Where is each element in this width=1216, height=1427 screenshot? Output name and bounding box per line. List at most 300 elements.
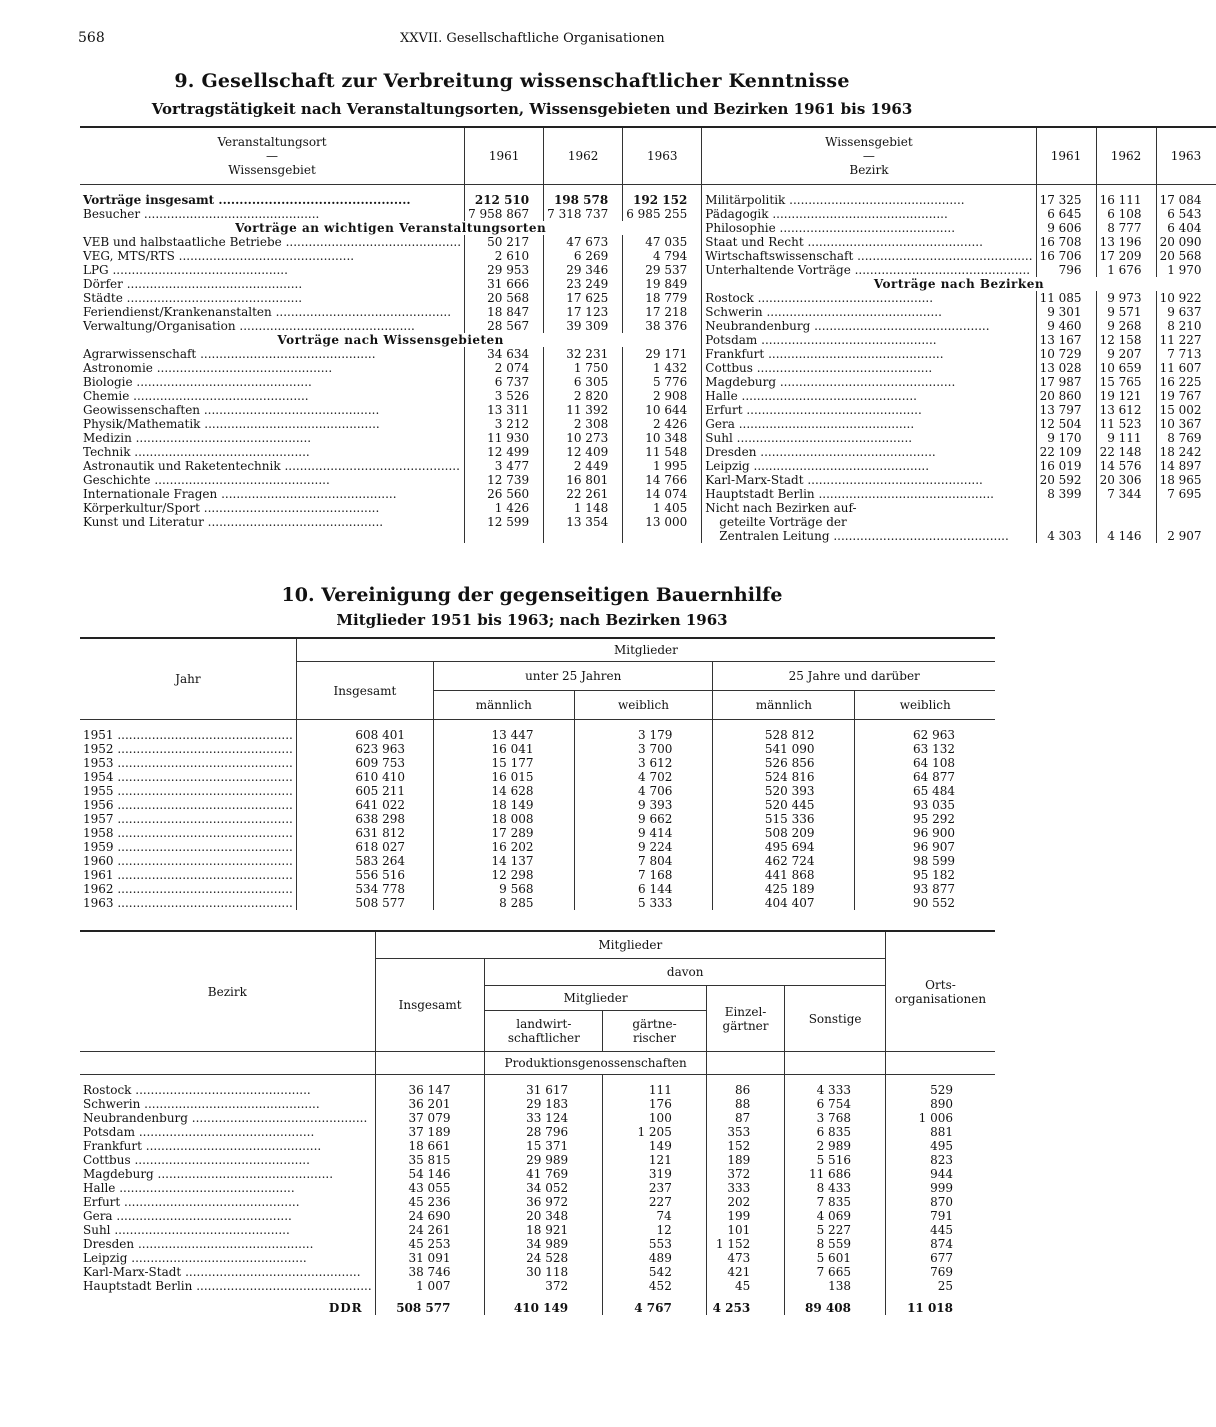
t9-cell: 17 084 bbox=[1156, 193, 1216, 207]
table-row bbox=[80, 1265, 995, 1279]
t10a-mitglieder-header: Mitglieder bbox=[296, 638, 995, 662]
t10a-unter25-header: unter 25 Jahren bbox=[434, 662, 713, 691]
t9-cell: 20 568 bbox=[465, 291, 544, 305]
t9-row-label-text: Nicht nach Bezirken auf- bbox=[705, 500, 857, 515]
t10a-year bbox=[80, 826, 296, 840]
t10a-cell: 9 662 bbox=[574, 812, 713, 826]
t10a-year bbox=[80, 784, 296, 798]
table-row bbox=[80, 431, 1216, 445]
t9-cell: 2 610 bbox=[465, 249, 544, 263]
t9-row-label bbox=[702, 445, 1036, 459]
t9-cell: 6 404 bbox=[1156, 221, 1216, 235]
t10b-cell: 769 bbox=[885, 1265, 995, 1279]
table-row bbox=[80, 812, 995, 826]
t9-cell: 22 261 bbox=[544, 487, 623, 501]
t10b-cell: 29 989 bbox=[485, 1153, 603, 1167]
t9-cell: 4 303 bbox=[1036, 529, 1096, 543]
table-row bbox=[80, 854, 995, 868]
t9-row-label bbox=[702, 193, 1036, 207]
t9-row-label bbox=[80, 277, 465, 291]
t10b-cell: 28 796 bbox=[485, 1125, 603, 1139]
t10b-bezirk bbox=[80, 1223, 375, 1237]
t9-cell: 18 847 bbox=[465, 305, 544, 319]
table-row bbox=[80, 826, 995, 840]
t9-cell: 18 965 bbox=[1156, 473, 1216, 487]
t9-cell: 13 797 bbox=[1036, 403, 1096, 417]
t10b-cell: 4 069 bbox=[785, 1209, 886, 1223]
t9-cell: 50 217 bbox=[465, 235, 544, 249]
t10a-cell: 7 804 bbox=[574, 854, 713, 868]
t10b-cell: 1 152 bbox=[706, 1237, 784, 1251]
t9-cell: 2 308 bbox=[544, 417, 623, 431]
t10a-cell: 13 447 bbox=[434, 728, 574, 742]
t9-cell: 10 348 bbox=[623, 431, 702, 445]
t10b-cell: 319 bbox=[603, 1167, 707, 1181]
t10a-cell: 14 137 bbox=[434, 854, 574, 868]
t9-cell: 192 152 bbox=[623, 193, 702, 207]
t9-cell: 47 673 bbox=[544, 235, 623, 249]
t10a-cell: 404 407 bbox=[713, 896, 855, 910]
t10a-cell: 623 963 bbox=[296, 742, 433, 756]
t9-row-label-text: Potsdam ..... bbox=[705, 333, 1032, 347]
t10a-cell: 631 812 bbox=[296, 826, 433, 840]
t10b-bezirk-text: Neubrandenburg ..... bbox=[83, 1111, 372, 1125]
t10a-year-text: 1962 ..... bbox=[83, 882, 293, 896]
t9-cell: 13 028 bbox=[1036, 361, 1096, 375]
t10a-cell: 7 168 bbox=[574, 868, 713, 882]
t10b-bezirk bbox=[80, 1111, 375, 1125]
t9-row-label-text: Halle ..... bbox=[705, 389, 1032, 403]
t10a-ueber25-header: 25 Jahre und darüber bbox=[713, 662, 995, 691]
t10a-cell: 526 856 bbox=[713, 756, 855, 770]
t10a-year-text: 1952 ..... bbox=[83, 742, 293, 756]
t10a-year bbox=[80, 868, 296, 882]
t9-cell: 18 242 bbox=[1156, 445, 1216, 459]
t9-row-label-text: Neubrandenburg ..... bbox=[705, 319, 1032, 333]
table-row bbox=[80, 1167, 995, 1181]
t10b-cell: 5 601 bbox=[785, 1251, 886, 1265]
t10b-einzel-header: Einzel- gärtner bbox=[706, 986, 784, 1052]
t9-row-label bbox=[702, 361, 1036, 375]
t10a-year bbox=[80, 812, 296, 826]
t9-row-label-text: Karl-Marx-Stadt ..... bbox=[705, 473, 1032, 487]
t9-cell: 22 109 bbox=[1036, 445, 1096, 459]
t9-row-label-text: Pädagogik ..... bbox=[705, 207, 1032, 221]
table9-title: 9. Gesellschaft zur Verbreitung wissenschaftlicher Kenntnisse bbox=[174, 70, 850, 92]
t9-cell: 13 167 bbox=[1036, 333, 1096, 347]
t9-row-label-text: VEB und halbstaatliche Betriebe ..... bbox=[83, 235, 461, 249]
t9-cell: 28 567 bbox=[465, 319, 544, 333]
t10b-cell: 4 333 bbox=[785, 1083, 886, 1097]
table-row bbox=[80, 487, 1216, 501]
table-row bbox=[80, 263, 1216, 277]
t10b-cell: 677 bbox=[885, 1251, 995, 1265]
page-number: 568 bbox=[78, 30, 105, 46]
t9-cell: 20 090 bbox=[1156, 235, 1216, 249]
t9-section-heading: Vorträge nach Wissensgebieten bbox=[277, 332, 504, 347]
t9-cell: 9 973 bbox=[1096, 291, 1156, 305]
table-row bbox=[80, 742, 995, 756]
t9-cell: 16 111 bbox=[1096, 193, 1156, 207]
t9-cell: 16 706 bbox=[1036, 249, 1096, 263]
t10a-cell: 18 149 bbox=[434, 798, 574, 812]
t10b-cell: 86 bbox=[706, 1083, 784, 1097]
t9-year-col: 1962 bbox=[1096, 127, 1156, 185]
t9-row-label-text: Magdeburg ..... bbox=[705, 375, 1032, 389]
t10b-cell: 43 055 bbox=[375, 1181, 485, 1195]
t9-cell: 14 576 bbox=[1096, 459, 1156, 473]
t9-row-label-text: Cottbus ..... bbox=[705, 361, 1032, 375]
t10a-cell: 63 132 bbox=[855, 742, 995, 756]
t10b-bezirk bbox=[80, 1195, 375, 1209]
t10b-cell: 33 124 bbox=[485, 1111, 603, 1125]
t9-cell: 47 035 bbox=[623, 235, 702, 249]
t10a-year bbox=[80, 896, 296, 910]
t10b-cell: 890 bbox=[885, 1097, 995, 1111]
t9-row-label bbox=[80, 235, 465, 249]
t10b-cell: 202 bbox=[706, 1195, 784, 1209]
t9-row-label bbox=[80, 249, 465, 263]
t9-cell: 8 777 bbox=[1096, 221, 1156, 235]
t10a-cell: 9 568 bbox=[434, 882, 574, 896]
t10b-cell: 421 bbox=[706, 1265, 784, 1279]
t10a-cell: 96 900 bbox=[855, 826, 995, 840]
t10a-cell: 93 035 bbox=[855, 798, 995, 812]
t10b-bezirk-text: Schwerin ..... bbox=[83, 1097, 372, 1111]
t9-cell: 1 750 bbox=[544, 361, 623, 375]
t10b-cell: 5 227 bbox=[785, 1223, 886, 1237]
t10a-cell: 425 189 bbox=[713, 882, 855, 896]
t9-row-label-text: Staat und Recht ..... bbox=[705, 235, 1032, 249]
t9-cell: 8 399 bbox=[1036, 487, 1096, 501]
t9-empty bbox=[465, 529, 544, 543]
table-row bbox=[80, 473, 1216, 487]
t10a-cell: 556 516 bbox=[296, 868, 433, 882]
t10b-bezirk-text: Gera ..... bbox=[83, 1209, 372, 1223]
t9-row-label bbox=[80, 515, 465, 529]
t9-cell: 7 958 867 bbox=[465, 207, 544, 221]
t10b-total-label: DDR bbox=[328, 1300, 363, 1315]
t9-cell: 16 708 bbox=[1036, 235, 1096, 249]
t9-cell: 11 930 bbox=[465, 431, 544, 445]
t9-row-label bbox=[80, 305, 465, 319]
t10a-cell: 608 401 bbox=[296, 728, 433, 742]
t9-row-label-text: VEG, MTS/RTS ..... bbox=[83, 249, 461, 263]
t10a-cell: 9 393 bbox=[574, 798, 713, 812]
t10b-cell: 445 bbox=[885, 1223, 995, 1237]
t10b-cell: 1 006 bbox=[885, 1111, 995, 1125]
table-row bbox=[80, 221, 1216, 235]
t10a-year-text: 1960 ..... bbox=[83, 854, 293, 868]
t9-cell: 11 392 bbox=[544, 403, 623, 417]
t9-cell: 22 148 bbox=[1096, 445, 1156, 459]
t9-cell bbox=[1156, 515, 1216, 529]
t9-cell: 12 504 bbox=[1036, 417, 1096, 431]
t9-cell: 6 305 bbox=[544, 375, 623, 389]
t10b-cell: 495 bbox=[885, 1139, 995, 1153]
t10b-cell: 791 bbox=[885, 1209, 995, 1223]
t10b-bezirk-text: Magdeburg ..... bbox=[83, 1167, 372, 1181]
t9-cell: 2 449 bbox=[544, 459, 623, 473]
t9-cell: 29 171 bbox=[623, 347, 702, 361]
t10b-bezirk-header: Bezirk bbox=[80, 931, 375, 1052]
t10b-bezirk-text: Hauptstadt Berlin ..... bbox=[83, 1279, 372, 1293]
t10a-year bbox=[80, 798, 296, 812]
table-row bbox=[80, 1111, 995, 1125]
t9-row-label-text: Internationale Fragen ..... bbox=[83, 487, 461, 501]
t9-right-stub-header: Wissensgebiet — Bezirk bbox=[702, 127, 1036, 185]
t10b-gaert-header: gärtne- rischer bbox=[603, 1011, 707, 1052]
table-row bbox=[80, 319, 1216, 333]
t10b-bezirk bbox=[80, 1153, 375, 1167]
t10a-year bbox=[80, 882, 296, 896]
table-row bbox=[80, 333, 1216, 347]
t9-cell bbox=[1036, 501, 1096, 515]
t10b-bezirk bbox=[80, 1167, 375, 1181]
t9-row-label bbox=[80, 319, 465, 333]
t9-row-label-text: Biologie ..... bbox=[83, 375, 461, 389]
t10b-bezirk-text: Potsdam ..... bbox=[83, 1125, 372, 1139]
t10a-cell: 3 179 bbox=[574, 728, 713, 742]
t10b-cell: 1 007 bbox=[375, 1279, 485, 1293]
t10b-bezirk bbox=[80, 1209, 375, 1223]
t9-cell: 9 606 bbox=[1036, 221, 1096, 235]
t9-row-label bbox=[702, 431, 1036, 445]
t9-cell: 12 599 bbox=[465, 515, 544, 529]
t9-cell: 20 568 bbox=[1156, 249, 1216, 263]
t10a-year-text: 1957 ..... bbox=[83, 812, 293, 826]
table-row bbox=[80, 515, 1216, 529]
t10a-cell: 8 285 bbox=[434, 896, 574, 910]
t9-row-label-text: Medizin ..... bbox=[83, 431, 461, 445]
t10b-cell: 31 617 bbox=[485, 1083, 603, 1097]
t10b-mitglieder-header: Mitglieder bbox=[375, 931, 885, 959]
t10a-jahr-header: Jahr bbox=[80, 638, 296, 720]
t10a-cell: 64 108 bbox=[855, 756, 995, 770]
table-row bbox=[80, 193, 1216, 207]
t9-cell: 3 212 bbox=[465, 417, 544, 431]
table-row bbox=[80, 1279, 995, 1293]
table-row bbox=[80, 389, 1216, 403]
t10b-cell: 237 bbox=[603, 1181, 707, 1195]
t9-cell: 1 970 bbox=[1156, 263, 1216, 277]
t9-row-label-text: Astronomie ..... bbox=[83, 361, 461, 375]
t9-cell: 26 560 bbox=[465, 487, 544, 501]
table-row bbox=[80, 1083, 995, 1097]
total-row bbox=[80, 1301, 995, 1315]
t10a-year-text: 1955 ..... bbox=[83, 784, 293, 798]
t10a-year bbox=[80, 742, 296, 756]
t10b-cell: 12 bbox=[603, 1223, 707, 1237]
t10b-cell: 34 052 bbox=[485, 1181, 603, 1195]
t9-row-label-text: geteilte Vorträge der bbox=[719, 514, 847, 529]
t10a-cell: 520 445 bbox=[713, 798, 855, 812]
t10b-cell: 176 bbox=[603, 1097, 707, 1111]
t10a-weiblich-header: weiblich bbox=[855, 691, 995, 720]
t10a-cell: 508 209 bbox=[713, 826, 855, 840]
t10b-cell: 121 bbox=[603, 1153, 707, 1167]
table-row bbox=[80, 784, 995, 798]
t10b-cell: 8 559 bbox=[785, 1237, 886, 1251]
t9-row-label bbox=[80, 501, 465, 515]
t9-cell: 9 170 bbox=[1036, 431, 1096, 445]
t10b-cell: 35 815 bbox=[375, 1153, 485, 1167]
t10b-cell: 874 bbox=[885, 1237, 995, 1251]
t10b-cell: 34 989 bbox=[485, 1237, 603, 1251]
t9-cell: 12 409 bbox=[544, 445, 623, 459]
table-row bbox=[80, 1097, 995, 1111]
t10b-bezirk-text: Leipzig ..... bbox=[83, 1251, 372, 1265]
t10b-total-cell: 4 767 bbox=[603, 1301, 707, 1315]
t9-empty bbox=[80, 529, 465, 543]
t10b-cell: 18 661 bbox=[375, 1139, 485, 1153]
t9-cell: 4 146 bbox=[1096, 529, 1156, 543]
table-row bbox=[80, 291, 1216, 305]
t9-row-label bbox=[80, 431, 465, 445]
t9-row-label-text: Vorträge insgesamt ..... bbox=[83, 193, 461, 207]
t10a-year-text: 1954 ..... bbox=[83, 770, 293, 784]
t9-cell: 17 987 bbox=[1036, 375, 1096, 389]
t10b-bezirk bbox=[80, 1139, 375, 1153]
t9-cell bbox=[1096, 501, 1156, 515]
t10a-cell: 441 868 bbox=[713, 868, 855, 882]
t9-row-label bbox=[80, 473, 465, 487]
t9-cell: 11 607 bbox=[1156, 361, 1216, 375]
table-row bbox=[80, 249, 1216, 263]
t9-year-col: 1962 bbox=[544, 127, 623, 185]
t9-cell: 6 108 bbox=[1096, 207, 1156, 221]
t9-row-label bbox=[702, 291, 1036, 305]
t9-cell: 13 354 bbox=[544, 515, 623, 529]
t10b-mitglieder2-header: Mitglieder bbox=[485, 986, 706, 1011]
t10a-cell: 638 298 bbox=[296, 812, 433, 826]
t9-row-label-text: Kunst und Literatur ..... bbox=[83, 515, 461, 529]
t10a-year bbox=[80, 756, 296, 770]
t10b-cell: 24 528 bbox=[485, 1251, 603, 1265]
t10b-cell: 5 516 bbox=[785, 1153, 886, 1167]
t10b-bezirk bbox=[80, 1265, 375, 1279]
t9-cell: 34 634 bbox=[465, 347, 544, 361]
t9-cell: 31 666 bbox=[465, 277, 544, 291]
t10a-cell: 462 724 bbox=[713, 854, 855, 868]
t10b-cell: 870 bbox=[885, 1195, 995, 1209]
t10a-cell: 18 008 bbox=[434, 812, 574, 826]
t9-row-label bbox=[702, 515, 1036, 529]
t9-cell: 8 210 bbox=[1156, 319, 1216, 333]
t10a-cell: 65 484 bbox=[855, 784, 995, 798]
t9-cell: 7 344 bbox=[1096, 487, 1156, 501]
t10b-cell: 36 147 bbox=[375, 1083, 485, 1097]
table-row bbox=[80, 235, 1216, 249]
t9-row-label bbox=[702, 249, 1036, 263]
table-row bbox=[80, 445, 1216, 459]
t9-row-label-text: Geowissenschaften ..... bbox=[83, 403, 461, 417]
t9-row-label bbox=[702, 375, 1036, 389]
t10b-total-cell: 508 577 bbox=[375, 1301, 485, 1315]
t9-cell: 16 225 bbox=[1156, 375, 1216, 389]
table-row bbox=[80, 868, 995, 882]
t10a-cell: 508 577 bbox=[296, 896, 433, 910]
t9-cell: 3 477 bbox=[465, 459, 544, 473]
t10b-cell: 37 079 bbox=[375, 1111, 485, 1125]
t9-cell bbox=[1036, 515, 1096, 529]
t10a-cell: 524 816 bbox=[713, 770, 855, 784]
table9 bbox=[80, 126, 1216, 543]
t10a-cell: 6 144 bbox=[574, 882, 713, 896]
t10b-cell: 24 690 bbox=[375, 1209, 485, 1223]
t9-cell: 1 432 bbox=[623, 361, 702, 375]
table-row bbox=[80, 305, 1216, 319]
t9-row-label-text: Militärpolitik ..... bbox=[705, 193, 1032, 207]
t10a-cell: 90 552 bbox=[855, 896, 995, 910]
t9-row-label-text: Unterhaltende Vorträge ..... bbox=[705, 263, 1032, 277]
t9-year-col: 1963 bbox=[1156, 127, 1216, 185]
t9-cell: 19 767 bbox=[1156, 389, 1216, 403]
t10a-year bbox=[80, 854, 296, 868]
t10b-cell: 41 769 bbox=[485, 1167, 603, 1181]
t9-row-label-text: Körperkultur/Sport ..... bbox=[83, 501, 461, 515]
t9-row-label bbox=[80, 417, 465, 431]
t10a-cell: 16 015 bbox=[434, 770, 574, 784]
t9-row-label bbox=[80, 389, 465, 403]
t9-cell: 38 376 bbox=[623, 319, 702, 333]
t10b-cell: 1 205 bbox=[603, 1125, 707, 1139]
t9-row-label-text: Zentralen Leitung ..... bbox=[705, 529, 1032, 543]
t10b-cell: 489 bbox=[603, 1251, 707, 1265]
t9-cell: 16 019 bbox=[1036, 459, 1096, 473]
t9-cell: 1 426 bbox=[465, 501, 544, 515]
table10-years bbox=[80, 637, 995, 910]
t9-row-label-text: Dörfer ..... bbox=[83, 277, 461, 291]
t10b-bezirk-text: Rostock ..... bbox=[83, 1083, 372, 1097]
t9-cell: 17 625 bbox=[544, 291, 623, 305]
table-row bbox=[80, 417, 1216, 431]
t10b-cell: 881 bbox=[885, 1125, 995, 1139]
t10b-cell: 100 bbox=[603, 1111, 707, 1125]
t9-cell: 9 637 bbox=[1156, 305, 1216, 319]
t9-cell: 1 676 bbox=[1096, 263, 1156, 277]
t9-row-label-text: Leipzig ..... bbox=[705, 459, 1032, 473]
t9-cell: 6 269 bbox=[544, 249, 623, 263]
table-row bbox=[80, 1223, 995, 1237]
t10b-cell: 25 bbox=[885, 1279, 995, 1293]
t9-cell: 1 405 bbox=[623, 501, 702, 515]
t9-row-label bbox=[702, 333, 1036, 347]
t10a-cell: 541 090 bbox=[713, 742, 855, 756]
t9-year-col: 1963 bbox=[623, 127, 702, 185]
table-row bbox=[80, 1209, 995, 1223]
t9-row-label bbox=[80, 487, 465, 501]
t9-cell: 212 510 bbox=[465, 193, 544, 207]
t10b-bezirk-text: Suhl ..... bbox=[83, 1223, 372, 1237]
table-row bbox=[80, 896, 995, 910]
t9-row-label-text: Gera ..... bbox=[705, 417, 1032, 431]
t10b-cell: 37 189 bbox=[375, 1125, 485, 1139]
table-row bbox=[80, 207, 1216, 221]
t10b-cell: 189 bbox=[706, 1153, 784, 1167]
t9-cell: 19 849 bbox=[623, 277, 702, 291]
t9-row-label-text: Astronautik und Raketentechnik ..... bbox=[83, 459, 461, 473]
t9-cell: 17 209 bbox=[1096, 249, 1156, 263]
t9-cell: 2 426 bbox=[623, 417, 702, 431]
t9-row-label bbox=[80, 263, 465, 277]
t9-cell: 9 460 bbox=[1036, 319, 1096, 333]
t10b-davon-header: davon bbox=[485, 959, 886, 986]
t9-cell: 7 713 bbox=[1156, 347, 1216, 361]
t10b-cell: 45 253 bbox=[375, 1237, 485, 1251]
t9-cell: 18 779 bbox=[623, 291, 702, 305]
t9-cell: 10 922 bbox=[1156, 291, 1216, 305]
